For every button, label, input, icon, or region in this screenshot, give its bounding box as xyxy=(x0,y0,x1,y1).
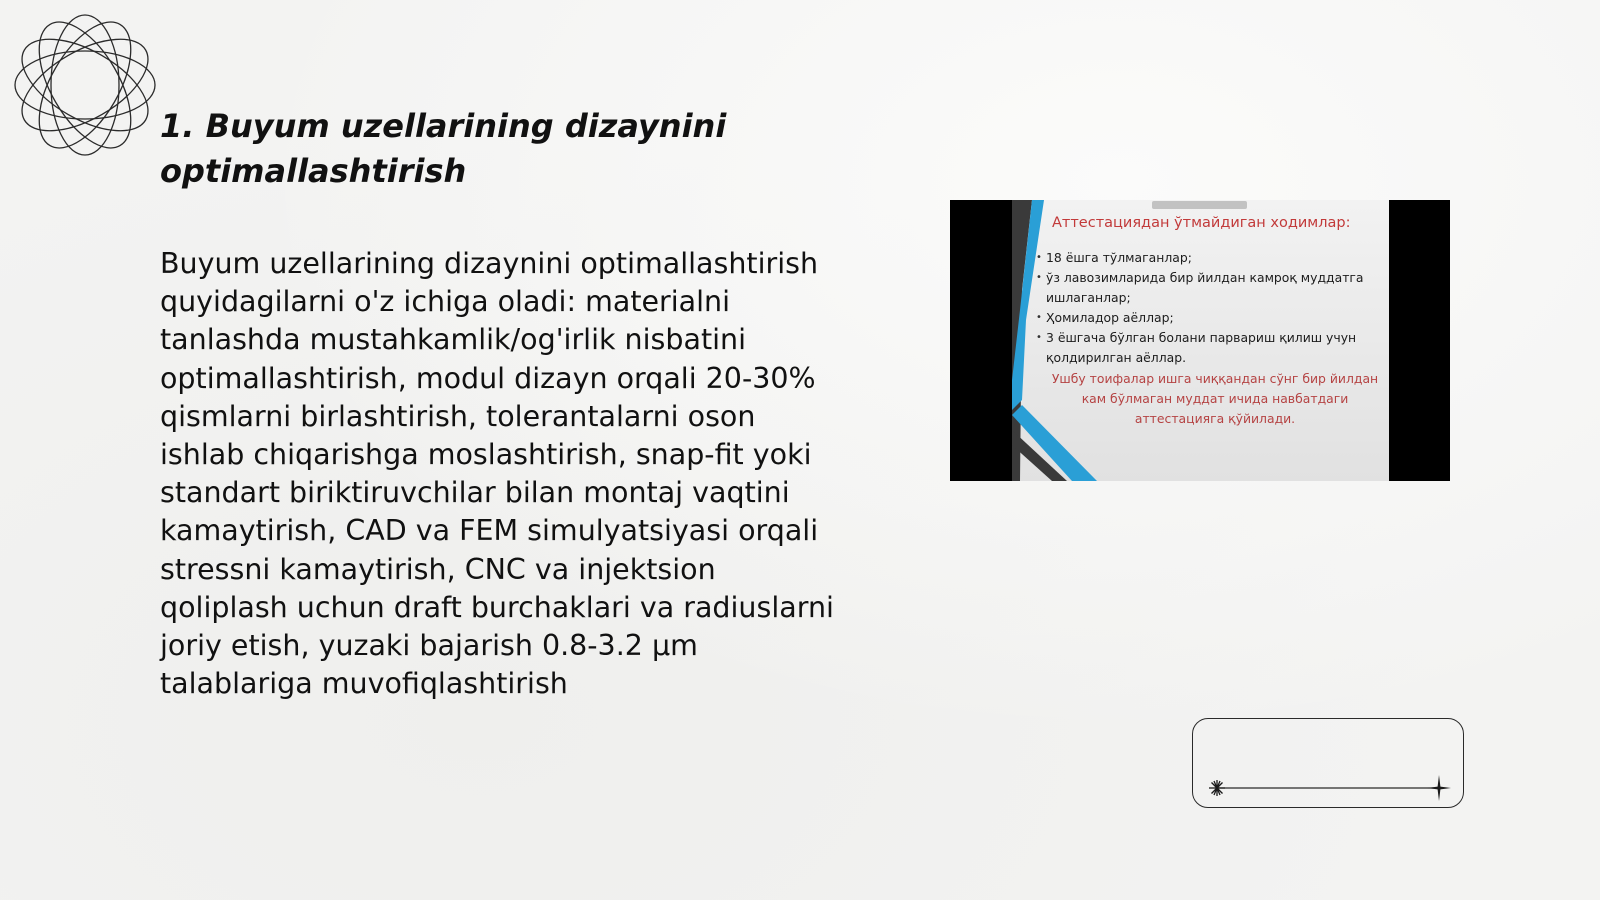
circle-ornament-icon xyxy=(10,10,160,160)
video-note: Ушбу тоифалар ишга чиққандан сўнг бир йилдан кам бўлмаган муддат ичида навбатдаги аттестацияга қўйилади. xyxy=(1051,371,1379,426)
list-item: • ўз лавозимларида бир йилдан камроқ муддатга ишлаганлар; xyxy=(1046,268,1381,308)
sparkle-icon xyxy=(1209,780,1225,796)
video-list xyxy=(1046,248,1381,368)
slide-title: 1. Buyum uzellarining dizaynini optimallashtirish xyxy=(160,107,727,190)
list-item: • 3 ёшгача бўлган болани парвариш қилиш учун қолдирилган аёллар. xyxy=(1046,328,1381,368)
video-slide-content xyxy=(1012,200,1389,481)
timeline-line xyxy=(1193,719,1465,809)
video-watermark xyxy=(1152,201,1247,209)
embedded-video[interactable] xyxy=(950,200,1450,481)
list-item: • Ҳомиладор аёллар; xyxy=(1046,308,1381,328)
plus-star-icon xyxy=(1427,775,1451,801)
slide-body-text: Buyum uzellarining dizaynini optimallashtirish quyidagilarni o'z ichiga oladi: materialni tanlashda mustahkamlik/og'irlik nisbatini optimallashtirish, modul dizayn orqali 20-30% qismlarni birlashtirish, tolerantalarni oson ishlab chiqarishga moslashtirish, snap-fit yoki standart biriktiruvchilar bilan montaj vaqtini kamaytirish, CAD va FEM simulyatsiyasi orqali stressni kamaytirish, CNC va injektsion qoliplash uchun draft burchaklari va radiuslarni joriy etish, yuzaki bajarish 0.8-3.2 μm talablariga muvofiqlashtirish xyxy=(160,247,834,701)
list-item: • 18 ёшга тўлмаганлар; xyxy=(1046,248,1381,268)
video-heading: Аттестациядан ўтмайдиган ходимлар: xyxy=(1052,215,1351,231)
timeline-decoration xyxy=(1192,718,1464,808)
